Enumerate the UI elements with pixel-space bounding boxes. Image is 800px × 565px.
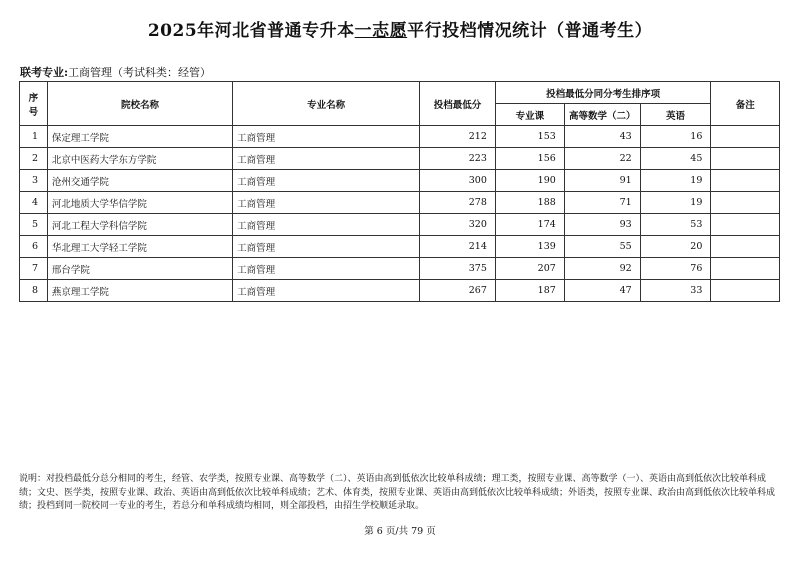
school-name: 华北理工大学轻工学院 [47,236,232,258]
school-name: 燕京理工学院 [47,280,232,302]
major-name: 工商管理 [233,280,420,302]
col-header-math: 高等数学（二） [564,104,640,126]
row-index: 1 [20,126,48,148]
major-course-score: 174 [495,214,564,236]
min-score: 267 [420,280,496,302]
table-row [20,236,780,258]
remark [711,148,780,170]
min-score: 212 [420,126,496,148]
title-underlined-part: 一志愿 [354,21,408,41]
major-name: 工商管理 [233,126,420,148]
remark [711,214,780,236]
table-row [20,148,780,170]
table-row [20,170,780,192]
english-score: 19 [640,192,711,214]
remark [711,170,780,192]
subject-label: 联考专业: [20,66,69,79]
major-name: 工商管理 [233,214,420,236]
major-name: 工商管理 [233,170,420,192]
row-index: 6 [20,236,48,258]
table-row [20,214,780,236]
english-score: 33 [640,280,711,302]
row-index: 4 [20,192,48,214]
major-course-score: 139 [495,236,564,258]
explanation-note: 说明：对投档最低分总分相同的考生，经管、农学类，按照专业课、高等数学（二）、英语由高到低依次比较单科成绩；理工类，按照专业课、高等数学（一）、英语由高到低依次比较单科成绩；文史、医学类，按照专业课、政治、英语由高到低依次比较单科成绩；艺术、体育类，按照专业课、英语由高到低依次比较单科成绩；外语类，按照专业课、政治由高到低依次比较单科成绩；投档到同一院校同一专业的考生，若总分和单科成绩均相同，则全部投档，由招生学校顺延录取。 [19,474,776,511]
table-row [20,280,780,302]
major-course-score: 190 [495,170,564,192]
major-course-score: 187 [495,280,564,302]
major-name: 工商管理 [233,236,420,258]
table-row [20,126,780,148]
major-course-score: 207 [495,258,564,280]
english-score: 16 [640,126,711,148]
school-name: 北京中医药大学东方学院 [47,148,232,170]
school-name: 河北地质大学华信学院 [47,192,232,214]
english-score: 53 [640,214,711,236]
major-course-score: 156 [495,148,564,170]
min-score: 223 [420,148,496,170]
table-row [20,192,780,214]
math-score: 93 [564,214,640,236]
english-score: 19 [640,170,711,192]
row-index: 2 [20,148,48,170]
school-name: 邢台学院 [47,258,232,280]
page-number: 第 6 页/共 79 页 [364,526,436,537]
table-row [20,258,780,280]
remark [711,280,780,302]
row-index: 7 [20,258,48,280]
admission-table [19,81,780,302]
col-header-min-score: 投档最低分 [420,82,496,126]
remark [711,126,780,148]
math-score: 22 [564,148,640,170]
math-score: 43 [564,126,640,148]
remark [711,192,780,214]
remark [711,258,780,280]
min-score: 375 [420,258,496,280]
math-score: 47 [564,280,640,302]
col-header-idx: 序号 [20,82,48,126]
major-course-score: 188 [495,192,564,214]
major-name: 工商管理 [233,258,420,280]
major-name: 工商管理 [233,148,420,170]
math-score: 71 [564,192,640,214]
school-name: 沧州交通学院 [47,170,232,192]
school-name: 河北工程大学科信学院 [47,214,232,236]
title-part-1: 2025年河北省普通专升本 [147,21,355,41]
school-name: 保定理工学院 [47,126,232,148]
row-index: 3 [20,170,48,192]
col-header-major-course: 专业课 [495,104,564,126]
math-score: 91 [564,170,640,192]
col-header-major: 专业名称 [233,82,420,126]
col-header-english: 英语 [640,104,711,126]
header-row-1 [20,82,780,104]
title-part-2: 平行投档情况统计（普通考生） [407,21,653,41]
english-score: 20 [640,236,711,258]
col-header-remark: 备注 [711,82,780,126]
math-score: 92 [564,258,640,280]
col-header-rank-group: 投档最低分同分考生排序项 [495,82,710,104]
major-name: 工商管理 [233,192,420,214]
min-score: 300 [420,170,496,192]
english-score: 45 [640,148,711,170]
col-header-school: 院校名称 [47,82,232,126]
row-index: 8 [20,280,48,302]
subject-line [20,64,211,80]
remark [711,236,780,258]
min-score: 278 [420,192,496,214]
row-index: 5 [20,214,48,236]
table-body [20,126,780,302]
major-course-score: 153 [495,126,564,148]
subject-value: 工商管理（考试科类：经管） [68,66,212,79]
math-score: 55 [564,236,640,258]
min-score: 214 [420,236,496,258]
page-title [0,16,800,41]
min-score: 320 [420,214,496,236]
english-score: 76 [640,258,711,280]
